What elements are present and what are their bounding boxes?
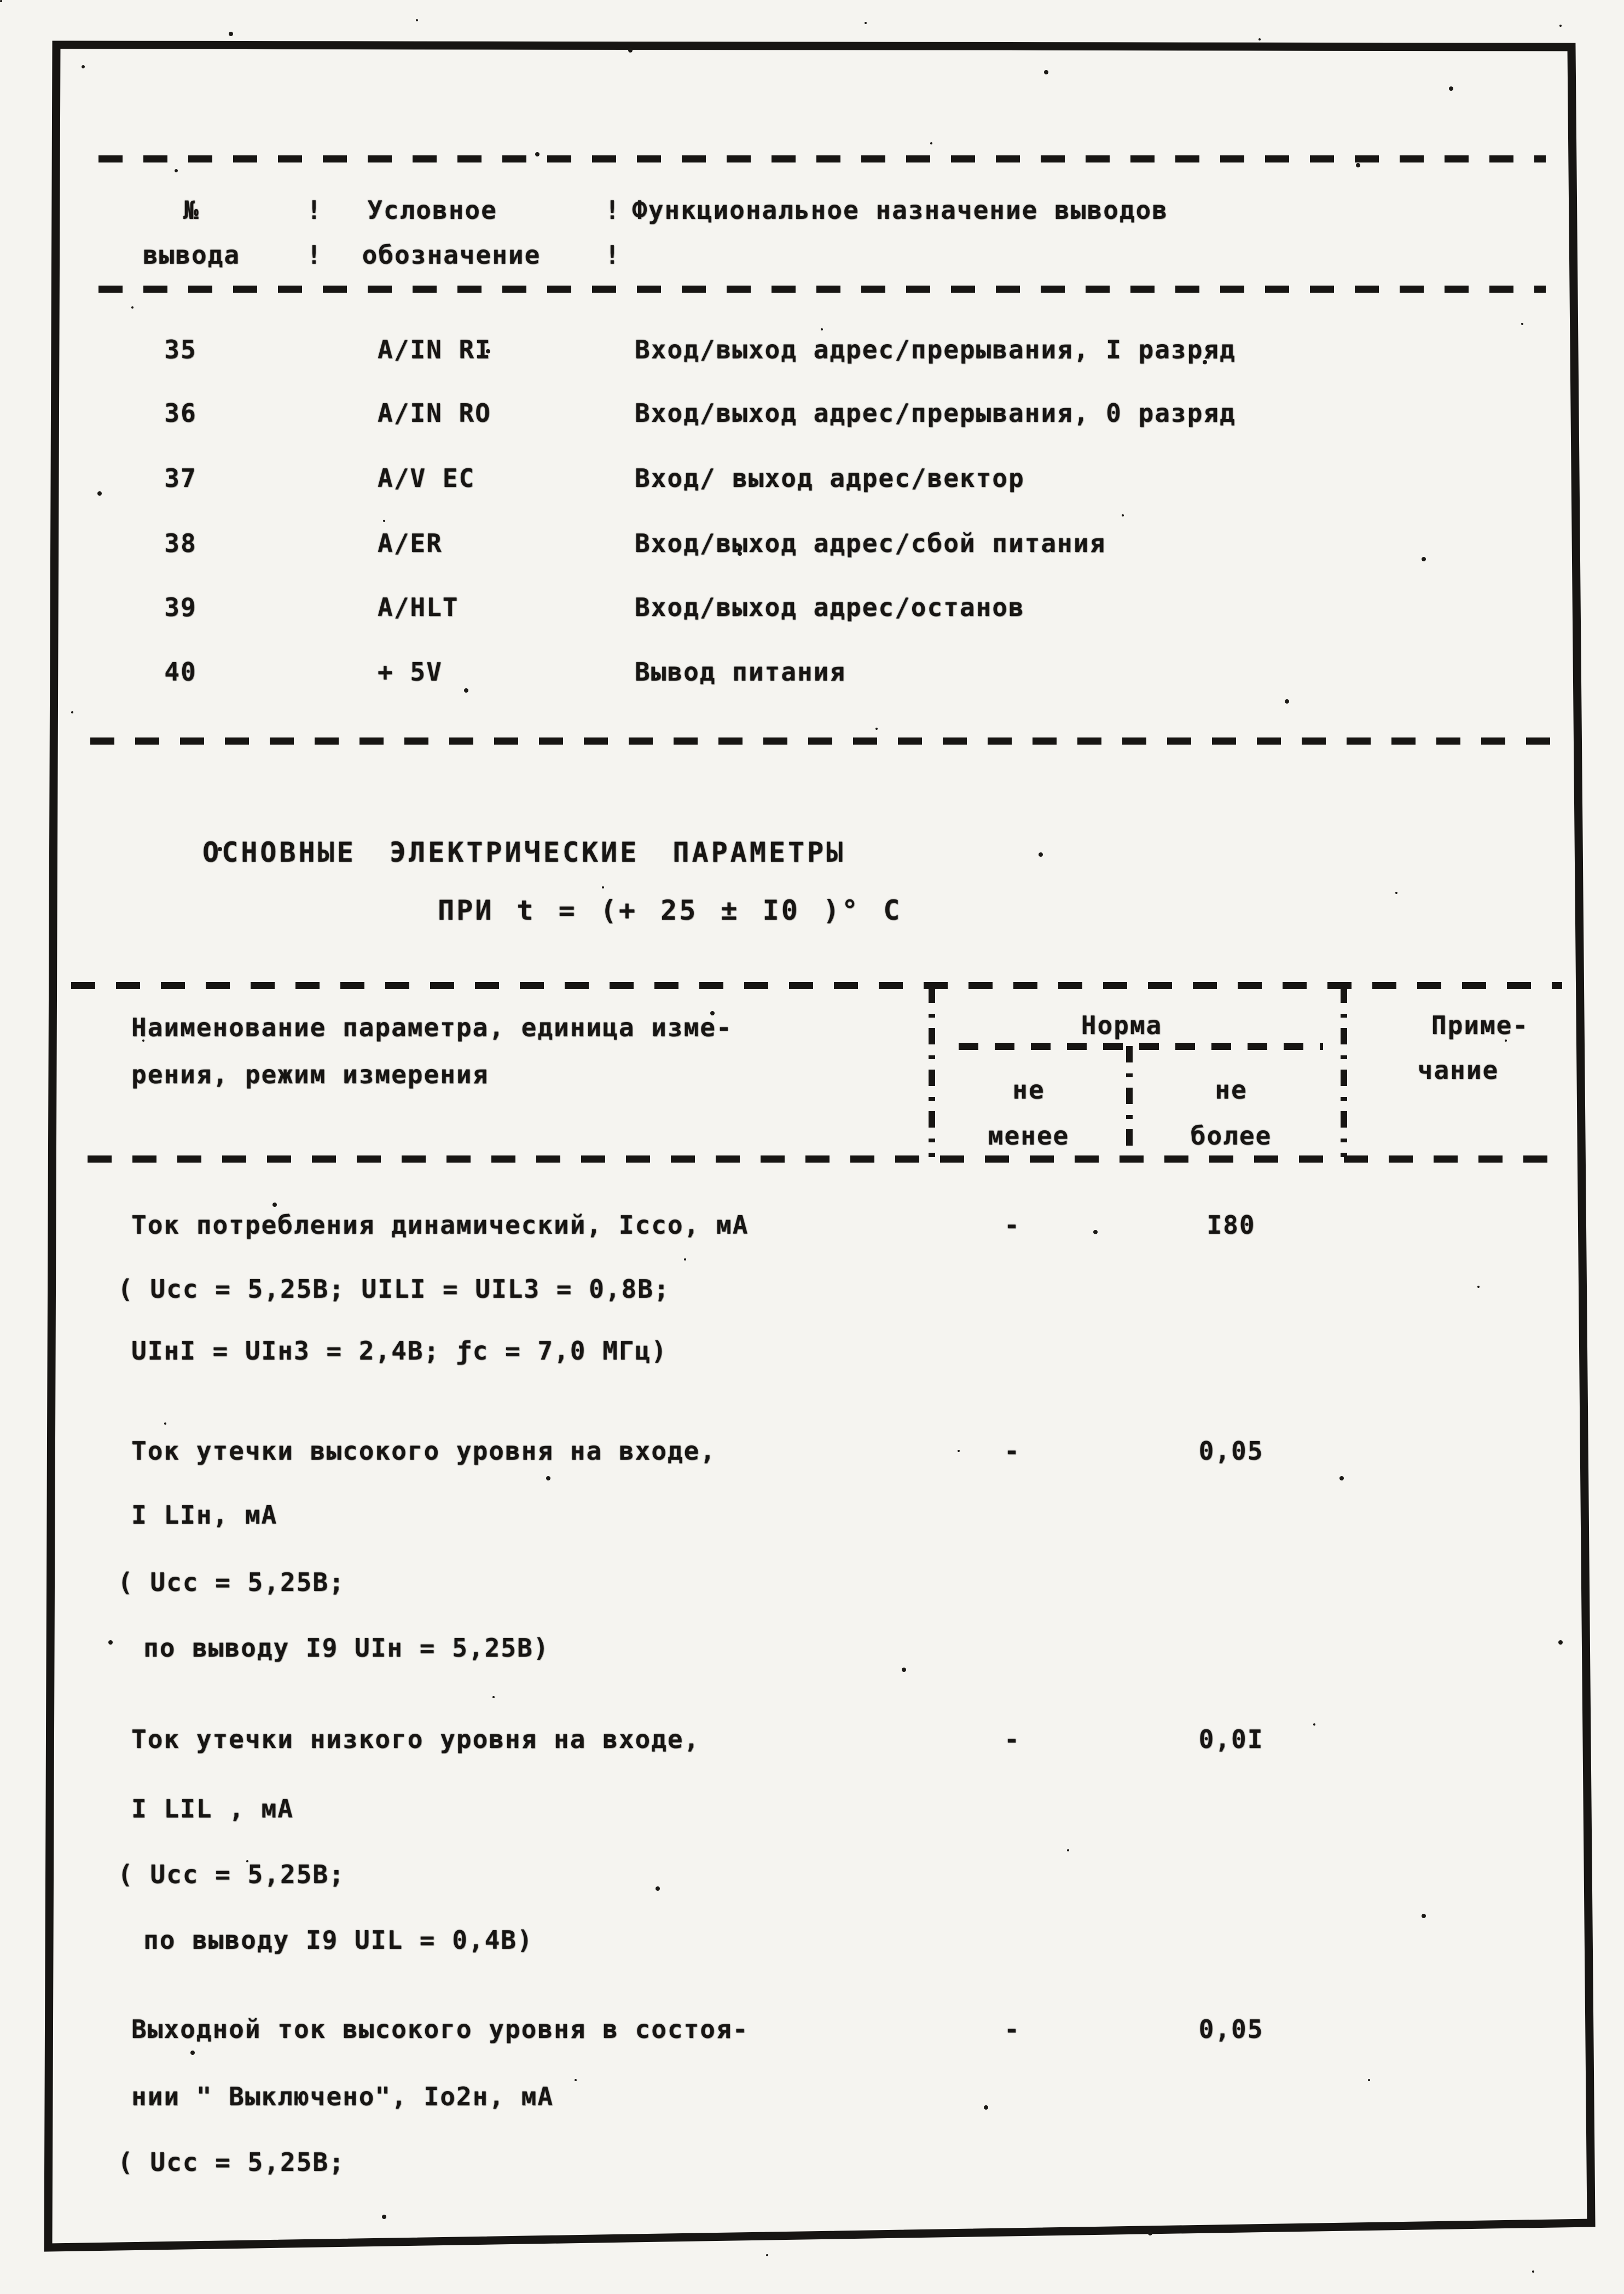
pin-designation: A/IN RI xyxy=(378,335,491,364)
param-condition: по выводу I9 UIн = 5,25В) xyxy=(143,1633,550,1663)
pin-function: Вход/выход адрес/прерывания, 0 разряд xyxy=(635,398,1236,428)
param-condition: по выводу I9 UIL = 0,4В) xyxy=(143,1925,533,1955)
pin-function: Вход/выход адрес/прерывания, I разряд xyxy=(635,335,1236,364)
column-separator: ! xyxy=(306,240,323,270)
param-name: Ток утечки высокого уровня на входе, xyxy=(131,1436,716,1466)
pin-number: 38 xyxy=(164,529,197,558)
dashed-rule-under-norma xyxy=(959,1043,1323,1050)
pin-table-header-num: № xyxy=(183,195,200,225)
section-subtitle: ПРИ t = (+ 25 ± I0 )° С xyxy=(438,895,902,926)
column-separator: ! xyxy=(605,195,621,225)
param-condition: ( Uсс = 5,25В; xyxy=(118,1567,345,1597)
dashed-rule-param-header-bottom xyxy=(88,1155,1562,1163)
dashed-rule-pin-table-bottom xyxy=(90,737,1551,745)
param-table-header-name-line1: Наименование параметра, единица изме- xyxy=(131,1013,733,1042)
pin-number: 36 xyxy=(164,398,197,428)
column-separator: ! xyxy=(605,240,621,270)
pin-designation: A/ER xyxy=(378,529,443,558)
param-condition: ( Uсс = 5,25В; xyxy=(118,1860,345,1889)
param-table-header-note-line1: Приме- xyxy=(1431,1010,1529,1040)
column-separator-line xyxy=(929,986,935,1157)
param-condition: UIнI = UIн3 = 2,4В; ƒс = 7,0 МГц) xyxy=(131,1336,668,1366)
param-condition: ( Uсс = 5,25В; xyxy=(118,2147,345,2177)
param-symbol: I LIL , мА xyxy=(131,1794,294,1823)
param-symbol: I LIн, мА xyxy=(131,1500,278,1530)
pin-table-header-designation-line2: обозначение xyxy=(362,240,541,270)
pin-designation: A/IN RO xyxy=(378,398,491,428)
pin-table-header-function: Функциональное назначение выводов xyxy=(632,195,1168,225)
pin-designation: + 5V xyxy=(378,657,443,687)
param-symbol: нии " Выключено", Iо2н, мА xyxy=(131,2082,554,2111)
pin-function: Вход/ выход адрес/вектор xyxy=(635,463,1025,493)
param-table-header-note-line2: чание xyxy=(1417,1055,1499,1085)
pin-function: Вход/выход адрес/останов xyxy=(635,593,1025,622)
param-table-header-min-line1: не xyxy=(1012,1075,1045,1105)
pin-number: 40 xyxy=(164,657,197,687)
param-min-value: - xyxy=(1004,1436,1020,1466)
param-max-value: I80 xyxy=(1207,1210,1256,1240)
pin-designation: A/V EC xyxy=(378,463,475,493)
pin-designation: A/HLT xyxy=(378,593,459,622)
section-title: ОСНОВНЫЕ ЭЛЕКТРИЧЕСКИЕ ПАРАМЕТРЫ xyxy=(202,837,846,868)
param-max-value: 0,05 xyxy=(1198,2014,1264,2044)
param-max-value: 0,0I xyxy=(1198,1724,1264,1754)
param-table-header-max-line1: не xyxy=(1215,1075,1248,1105)
pin-number: 37 xyxy=(164,463,197,493)
pin-table-header-num-line2: вывода xyxy=(142,240,241,270)
param-table-header-min-line2: менее xyxy=(988,1121,1070,1151)
param-name: Ток утечки низкого уровня на входе, xyxy=(131,1724,700,1754)
dashed-rule-param-table-top xyxy=(71,982,1562,989)
param-table-header-max-line2: более xyxy=(1190,1121,1272,1151)
param-name: Выходной ток высокого уровня в состоя- xyxy=(131,2014,749,2044)
param-table-header-norma: Норма xyxy=(1081,1010,1163,1040)
scan-noise-speckles xyxy=(0,0,2,2)
param-min-value: - xyxy=(1004,1210,1020,1240)
param-max-value: 0,05 xyxy=(1198,1436,1264,1466)
param-min-value: - xyxy=(1004,2014,1020,2044)
param-condition: ( Uсс = 5,25В; UILI = UIL3 = 0,8В; xyxy=(118,1274,670,1304)
column-separator-line xyxy=(1341,986,1347,1157)
dashed-rule-top xyxy=(98,155,1546,162)
pin-function: Вывод питания xyxy=(635,657,846,687)
pin-function: Вход/выход адрес/сбой питания xyxy=(635,529,1106,558)
param-table-header-name-line2: рения, режим измерения xyxy=(131,1060,489,1089)
column-separator-line xyxy=(1126,1046,1133,1157)
param-min-value: - xyxy=(1004,1724,1020,1754)
pin-number: 35 xyxy=(164,335,197,364)
column-separator: ! xyxy=(306,195,323,225)
pin-table-header-designation: Условное xyxy=(367,195,497,225)
param-name: Ток потребления динамический, Iссо, мА xyxy=(131,1210,749,1240)
pin-number: 39 xyxy=(164,593,197,622)
dashed-rule-header xyxy=(98,286,1546,293)
